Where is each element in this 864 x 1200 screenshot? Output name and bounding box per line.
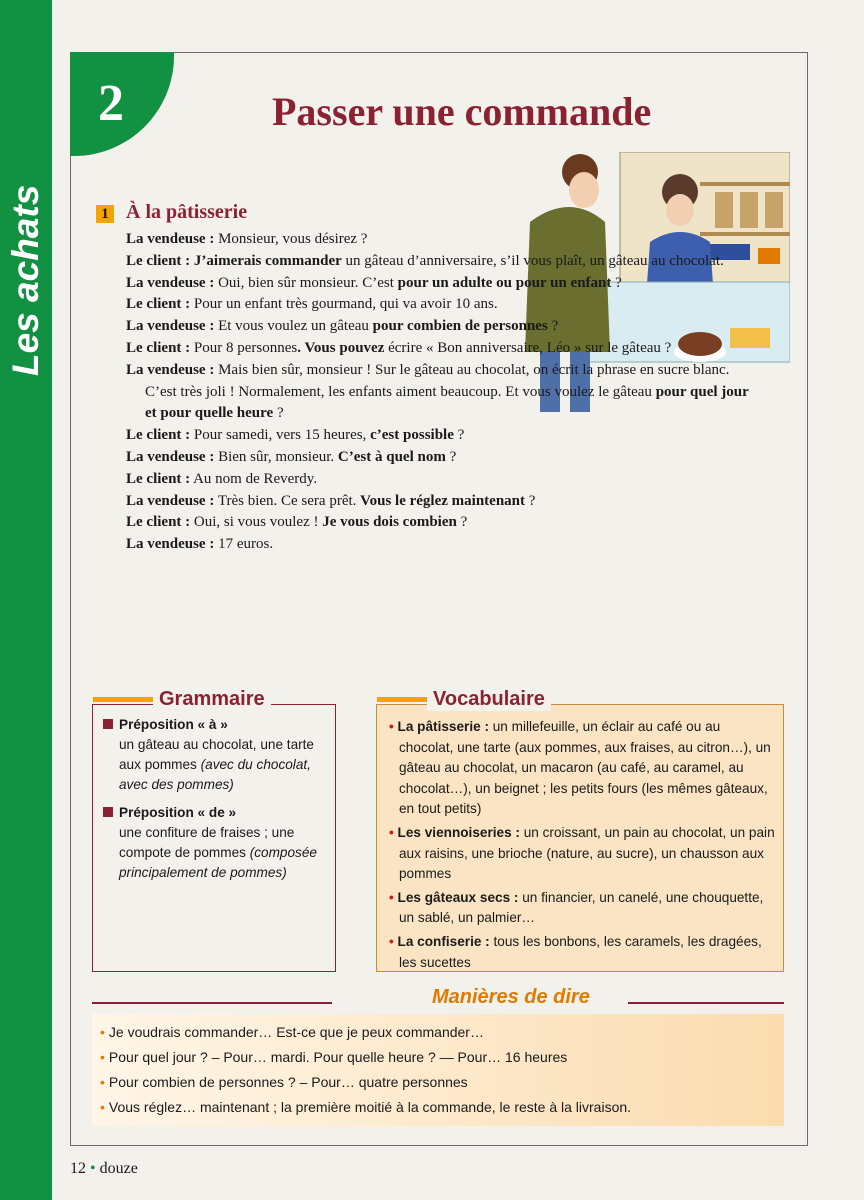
grammaire-example: une confiture de fraises ; une compote de pommes bbox=[119, 825, 295, 860]
dialogue-segment: ? bbox=[525, 492, 536, 509]
vocabulaire-content bbox=[385, 717, 777, 976]
dialogue-segment: Le client : bbox=[126, 514, 191, 531]
vocabulaire-item-text: un millefeuille, un éclair au café ou au chocolat, une tarte (aux pommes, aux fraises, au citron…), un gâteau au chocolat, un macaron (au café, au caramel, au chocolat…), un beignet ; les petits fours (les mêmes gâteaux, en tout petits) bbox=[399, 719, 771, 817]
grammaire-item bbox=[103, 715, 329, 795]
bullet-icon: • bbox=[389, 889, 398, 905]
dialogue-line bbox=[126, 534, 756, 556]
page-title: Passer une commande bbox=[272, 89, 652, 134]
dialogue-segment: La vendeuse : bbox=[126, 448, 215, 465]
dialogue-segment: Le client : bbox=[126, 296, 191, 313]
grammaire-item-head bbox=[103, 715, 329, 735]
section-number: 1 bbox=[96, 205, 114, 223]
dialogue-segment: Monsieur, vous désirez ? bbox=[214, 231, 368, 247]
grammaire-item-text bbox=[103, 735, 329, 795]
grammaire-item-title: Préposition « à » bbox=[119, 717, 228, 732]
dialogue-line bbox=[126, 251, 756, 273]
dialogue-line bbox=[126, 360, 756, 425]
chapter-spine bbox=[0, 0, 52, 1200]
dialogue-segment: ? bbox=[273, 405, 284, 422]
dialogue-segment: Le client : bbox=[126, 427, 191, 444]
vocabulaire-box bbox=[376, 687, 784, 972]
vocabulaire-item bbox=[385, 717, 777, 820]
dialogue-segment: Vous le réglez maintenant bbox=[360, 492, 526, 509]
bullet-icon: • bbox=[389, 719, 398, 734]
grammaire-note: (composée principalement de pommes) bbox=[119, 845, 317, 880]
dialogue-segment: Le client : bbox=[126, 470, 191, 487]
dialogue-line bbox=[126, 294, 756, 316]
dialogue-segment: Pour un enfant très gourmand, qui va avoir 10 ans. bbox=[190, 296, 498, 313]
bullet-icon: • bbox=[389, 933, 398, 949]
dialogue-line bbox=[126, 447, 756, 469]
dialogue-segment: 17 euros. bbox=[214, 536, 274, 553]
dialogue-segment: C’est à quel nom bbox=[337, 448, 446, 465]
dialogue-segment: pour un adulte ou pour un enfant bbox=[397, 274, 612, 291]
grammaire-item-head bbox=[103, 803, 329, 823]
dialogue-segment: Pour 8 personnes bbox=[190, 339, 298, 356]
vocabulaire-item bbox=[385, 932, 777, 973]
manieres-item bbox=[100, 1070, 631, 1095]
dialogue-segment: Mais bien sûr, monsieur ! Sur le gâteau au chocolat, on écrit la phrase en sucre blanc. C’est très joli ! Normalement, les enfants aiment beaucoup. Et vous voulez le gâteau bbox=[145, 361, 730, 400]
vocabulaire-item bbox=[385, 888, 777, 929]
dialogue-segment: Oui, si vous voulez ! bbox=[190, 514, 323, 531]
manieres-item-text: Pour combien de personnes ? – Pour… quatre personnes bbox=[108, 1074, 468, 1090]
manieres-item bbox=[100, 1045, 631, 1070]
dialogue-segment: ? bbox=[547, 318, 559, 335]
dialogue-segment: J’aimerais commander bbox=[190, 252, 342, 269]
dialogue-segment: pour combien de personnes bbox=[372, 318, 548, 335]
bullet-icon: • bbox=[100, 1024, 105, 1040]
unit-number: 2 bbox=[98, 75, 124, 132]
grammaire-item-text bbox=[103, 823, 329, 883]
vocabulaire-item-head: Les viennoiseries : bbox=[397, 824, 520, 840]
manieres-item-text: Vous réglez… maintenant ; la première moitié à la commande, le reste à la livraison. bbox=[108, 1099, 632, 1115]
section-title: À la pâtisserie bbox=[126, 201, 248, 223]
dialogue-segment: La vendeuse : bbox=[126, 361, 215, 378]
dialogue-segment: La vendeuse : bbox=[126, 231, 215, 247]
manieres-item bbox=[100, 1095, 631, 1120]
grammaire-content bbox=[103, 715, 329, 891]
manieres-title: Manières de dire bbox=[432, 986, 590, 1008]
manieres-box bbox=[92, 1014, 784, 1126]
dialogue-segment: La vendeuse : bbox=[126, 318, 215, 335]
dialogue-segment: Au nom de Reverdy. bbox=[190, 470, 318, 487]
manieres-item bbox=[100, 1020, 631, 1045]
grammaire-item-title: Préposition « de » bbox=[119, 805, 237, 820]
grammaire-note: (avec du chocolat, avec des pommes) bbox=[119, 757, 311, 792]
dialogue-segment: un gâteau d’anniversaire, s’il vous plaît, un gâteau au chocolat. bbox=[341, 252, 724, 269]
dialogue-segment: ? bbox=[456, 514, 468, 531]
dialogue-line bbox=[126, 469, 756, 491]
dialogue-segment: Je vous dois combien bbox=[322, 514, 457, 531]
dialogue-segment: pour quel jour et pour quelle heure bbox=[145, 383, 749, 422]
dialogue-line bbox=[126, 338, 756, 360]
bullet-icon: • bbox=[389, 824, 398, 840]
dialogue-line bbox=[126, 491, 756, 513]
dialogue-line bbox=[126, 316, 756, 338]
dialogue-segment: Pour samedi, vers 15 heures, bbox=[190, 427, 371, 444]
dialogue-line bbox=[126, 273, 756, 295]
dialogue-segment: ? bbox=[445, 448, 457, 465]
dialogue-segment: ? bbox=[453, 427, 465, 444]
manieres-item-text: Pour quel jour ? – Pour… mardi. Pour quelle heure ? — Pour… 16 heures bbox=[108, 1049, 568, 1065]
vocabulaire-title: Vocabulaire bbox=[427, 688, 551, 711]
page-number: 12 bbox=[70, 1160, 86, 1177]
dialogue-segment: La vendeuse : bbox=[126, 492, 215, 509]
manieres-header bbox=[92, 986, 784, 1010]
vocabulaire-item bbox=[385, 823, 777, 885]
square-bullet-icon bbox=[103, 719, 113, 729]
vocabulaire-item-head: La pâtisserie : bbox=[397, 719, 489, 734]
dialogue-text bbox=[126, 229, 756, 556]
footer-bullet: • bbox=[90, 1160, 100, 1177]
vocabulaire-item-text: un croissant, un pain au chocolat, un pain aux raisins, une brioche (nature, au sucre), un chausson aux pommes bbox=[399, 824, 775, 882]
dialogue-segment: La vendeuse : bbox=[126, 274, 215, 291]
spine-title: Les achats bbox=[5, 184, 46, 376]
dialogue-segment: écrire « Bon anniversaire, Léo » sur le gâteau ? bbox=[384, 339, 672, 356]
dialogue-segment: c’est possible bbox=[370, 427, 454, 444]
manieres-content bbox=[100, 1020, 631, 1120]
grammaire-box bbox=[92, 687, 336, 972]
grammaire-item bbox=[103, 803, 329, 883]
dialogue-line bbox=[126, 229, 756, 251]
page-footer bbox=[70, 1160, 138, 1178]
dialogue-segment: Oui, bien sûr monsieur. C’est bbox=[214, 274, 398, 291]
manieres-item-text: Je voudrais commander… Est-ce que je peux commander… bbox=[108, 1024, 484, 1040]
grammaire-example: un gâteau au chocolat, une tarte aux pommes bbox=[119, 737, 314, 772]
dialogue-segment: Et vous voulez un gâteau bbox=[214, 318, 373, 335]
bullet-icon: • bbox=[100, 1049, 105, 1065]
dialogue-segment: . Vous pouvez bbox=[297, 339, 385, 356]
dialogue-segment: Très bien. Ce sera prêt. bbox=[214, 492, 361, 509]
square-bullet-icon bbox=[103, 807, 113, 817]
bullet-icon: • bbox=[100, 1099, 105, 1115]
dialogue-segment: ? bbox=[611, 274, 622, 291]
dialogue-segment: Le client : bbox=[126, 252, 191, 269]
dialogue-segment: Le client : bbox=[126, 339, 191, 356]
vocabulaire-item-text: tous les bonbons, les caramels, les dragées, les sucettes bbox=[399, 933, 762, 970]
dialogue-line bbox=[126, 425, 756, 447]
grammaire-title: Grammaire bbox=[153, 688, 271, 711]
dialogue-line bbox=[126, 512, 756, 534]
vocabulaire-item-head: Les gâteaux secs : bbox=[397, 889, 519, 905]
dialogue-segment: La vendeuse : bbox=[126, 536, 215, 553]
bullet-icon: • bbox=[100, 1074, 105, 1090]
dialogue-segment: Bien sûr, monsieur. bbox=[214, 448, 338, 465]
vocabulaire-item-text: un financier, un canelé, une chouquette, un sablé, un palmier… bbox=[399, 889, 764, 926]
vocabulaire-item-head: La confiserie : bbox=[397, 933, 490, 949]
page-word: douze bbox=[99, 1160, 138, 1177]
